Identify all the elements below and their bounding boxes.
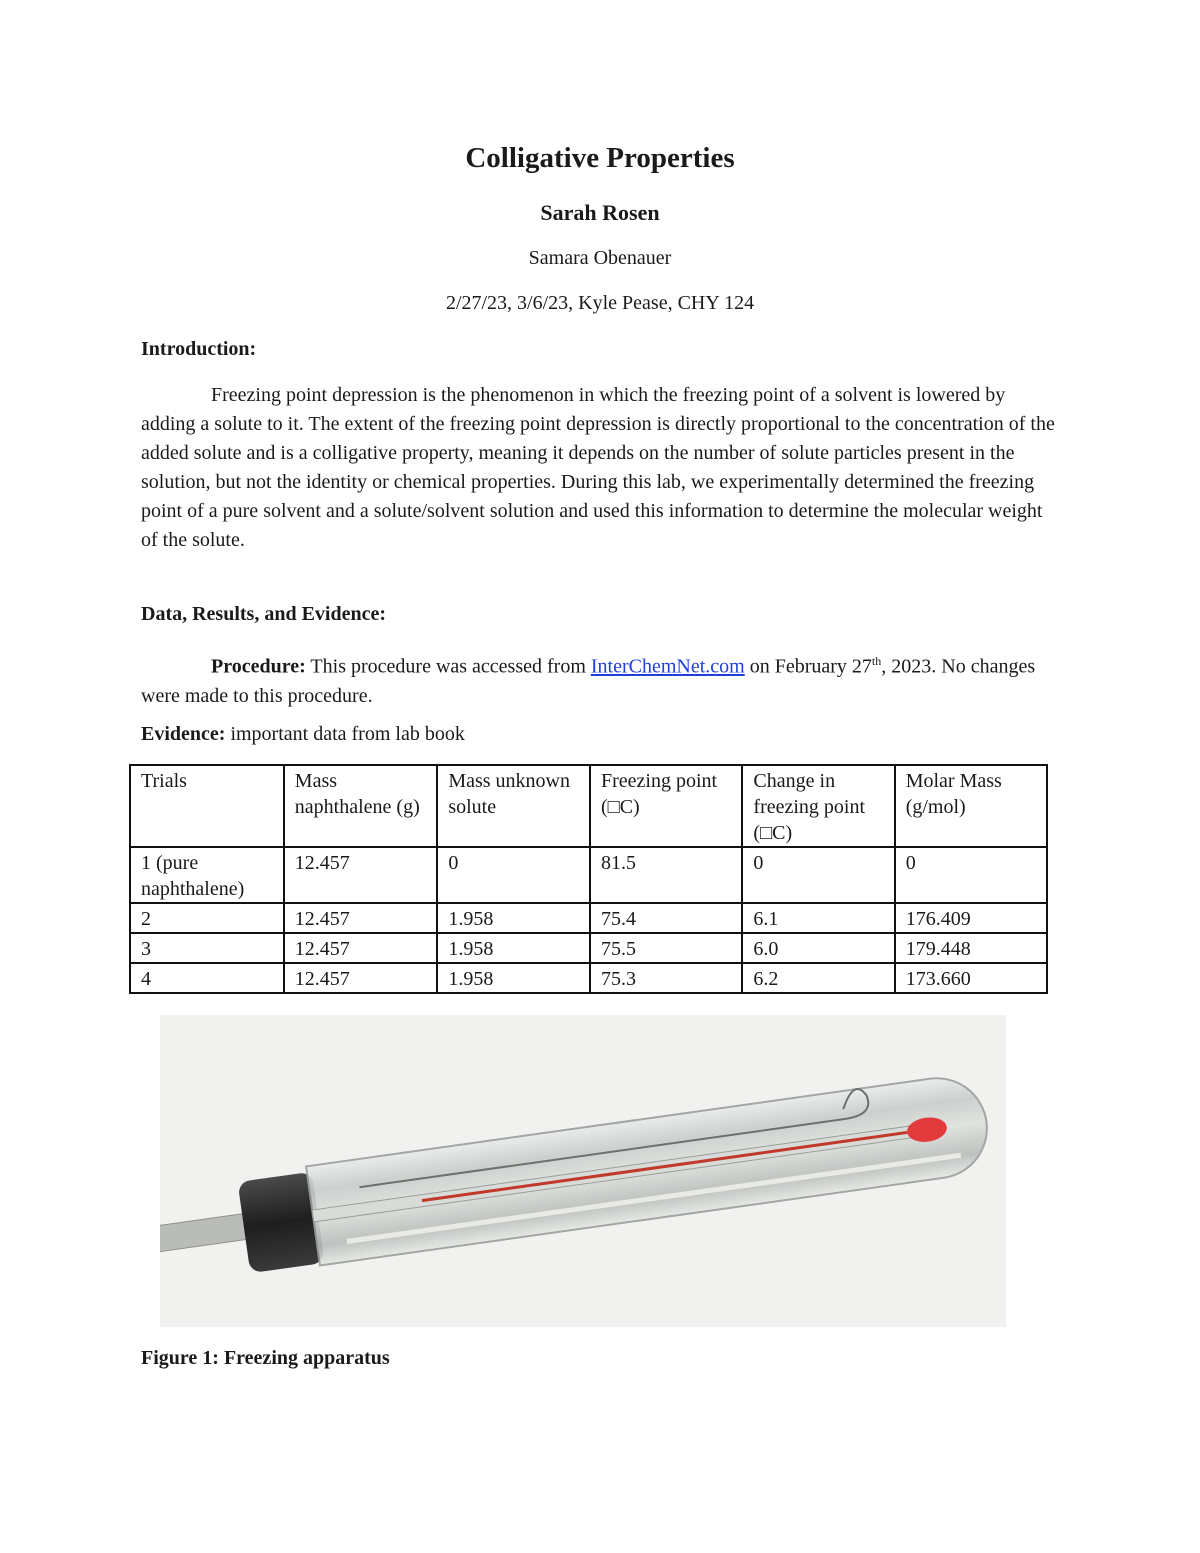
header-cell: Change in freezing point (□C) [742, 765, 894, 847]
table-cell: 176.409 [895, 903, 1047, 933]
introduction-heading: Introduction: [141, 338, 257, 360]
table-cell: 3 [130, 933, 284, 963]
table-cell: 12.457 [284, 963, 438, 993]
data-table [129, 764, 1048, 994]
table-row [130, 933, 1047, 963]
table-cell: 1 (pure naphthalene) [130, 847, 284, 903]
interchemnet-link[interactable]: InterChemNet.com [590, 655, 745, 678]
table-cell: 4 [130, 963, 284, 993]
table-row [130, 963, 1047, 993]
header-cell: Freezing point (□C) [590, 765, 742, 847]
table-cell: 179.448 [895, 933, 1047, 963]
procedure-paragraph [141, 647, 1061, 711]
author-name: Sarah Rosen [540, 200, 660, 225]
data-results-heading: Data, Results, and Evidence: [141, 603, 387, 625]
table-cell: 12.457 [284, 933, 438, 963]
table-cell: 6.2 [742, 963, 894, 993]
procedure-text-2: on February 27 [744, 655, 872, 678]
table-cell: 12.457 [284, 847, 438, 903]
procedure-text-3: , 2023. No changes were made to this procedure. [141, 655, 1036, 707]
freezing-apparatus-photo [160, 1015, 1006, 1327]
table-cell: 6.0 [742, 933, 894, 963]
evidence-label: Evidence: [141, 723, 226, 745]
header-cell: Trials [130, 765, 284, 847]
table-cell: 173.660 [895, 963, 1047, 993]
table-row [130, 847, 1047, 903]
table-cell: 1.958 [437, 903, 590, 933]
test-tube-illustration [160, 1015, 1006, 1327]
table-cell: 75.5 [590, 933, 742, 963]
introduction-paragraph: Freezing point depression is the phenomenon in which the freezing point of a solvent is lowered by adding a solute to it. The extent of the freezing point depression is directly proportional to the concentration of the added solute and is a colligative property, meaning it depends on the number of solute particles present in the solution, but not the identity or chemical properties. During this lab, we experimentally determined the freezing point of a pure solvent and a solute/solvent solution and used this information to determine the molecular weight of the solute. [141, 384, 1055, 551]
table-cell: 0 [895, 847, 1047, 903]
table-cell: 81.5 [590, 847, 742, 903]
header-cell: Molar Mass (g/mol) [895, 765, 1047, 847]
partner-name: Samara Obenauer [528, 247, 672, 269]
header-cell: Mass unknown solute [437, 765, 590, 847]
thermometer-stem [160, 1212, 256, 1253]
table-header-row [130, 765, 1047, 847]
header-cell: Mass naphthalene (g) [284, 765, 438, 847]
table-cell: 75.3 [590, 963, 742, 993]
table-cell: 0 [742, 847, 894, 903]
tube-group [160, 1072, 993, 1289]
table-row [130, 903, 1047, 933]
table-cell: 2 [130, 903, 284, 933]
document-title: Colligative Properties [465, 142, 735, 174]
procedure-label: Procedure: [211, 655, 306, 678]
evidence-line [141, 720, 1061, 749]
date-instructor-course: 2/27/23, 3/6/23, Kyle Pease, CHY 124 [445, 292, 755, 314]
table-cell: 6.1 [742, 903, 894, 933]
table-cell: 75.4 [590, 903, 742, 933]
figure-caption: Figure 1: Freezing apparatus [141, 1347, 390, 1369]
table-cell: 12.457 [284, 903, 438, 933]
procedure-superscript: th [871, 654, 882, 668]
procedure-text-1: This procedure was accessed from [305, 655, 591, 678]
table-cell: 1.958 [437, 963, 590, 993]
table-cell: 1.958 [437, 933, 590, 963]
table-cell: 0 [437, 847, 590, 903]
evidence-text: important data from lab book [225, 723, 465, 745]
